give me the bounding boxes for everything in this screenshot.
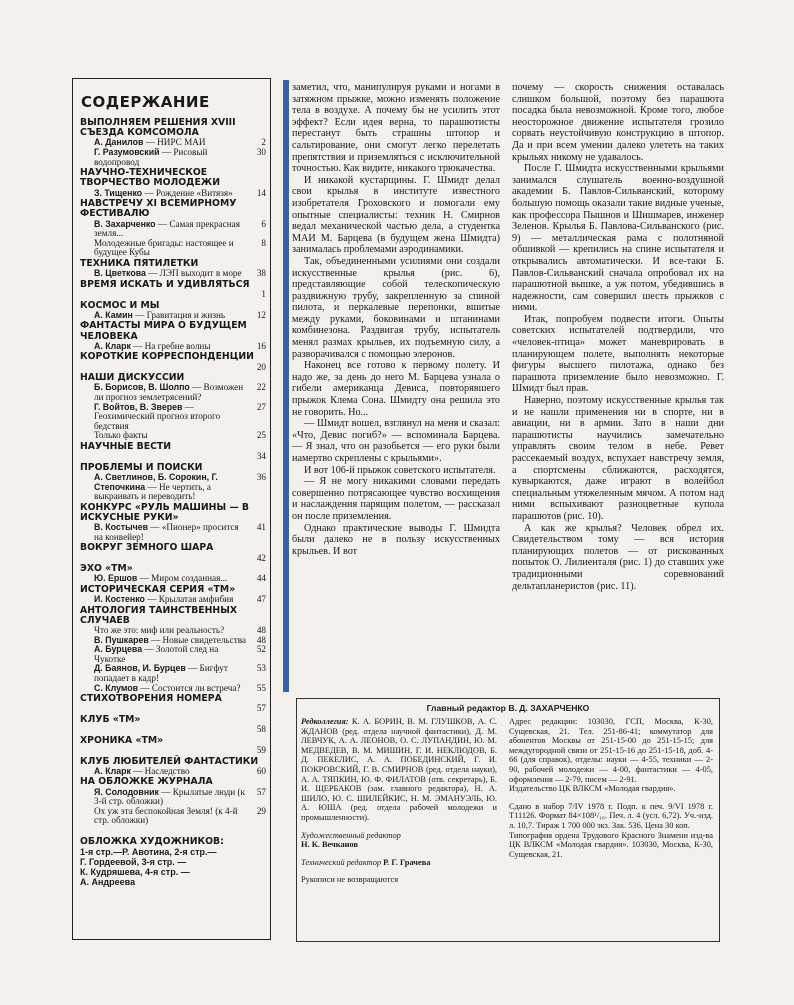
- toc-entry-text: [80, 767, 248, 777]
- toc-entry-page: 48: [256, 634, 266, 645]
- toc-entry: [80, 645, 266, 664]
- toc-entry: [80, 788, 266, 807]
- toc-entry-title: Ох уж эта беспокойная Земля! (к 4-й стр. обложки): [94, 805, 238, 826]
- toc-section-title: АНТОЛОГИЯ ТАИНСТВЕННЫХ СЛУЧАЕВ: [80, 604, 238, 626]
- masthead-right: [509, 717, 713, 859]
- article-paragraph: — Я не могу никакими словами передать совершенно потрясающее чувство восхищения и наслаждения парящим полетом, — рассказал он после приземления.: [292, 476, 500, 522]
- toc-entry-author: Г. Войтов, В. Зверев: [94, 401, 183, 412]
- toc-entry-text: [80, 807, 248, 826]
- table-of-contents: [72, 78, 271, 940]
- toc-entry-title: — Рисовый водопровод: [94, 147, 208, 167]
- toc-entry-title: — Новые свидетельства: [151, 634, 247, 645]
- toc-entry-title: — На гребне волны: [133, 340, 211, 351]
- toc-entry-author: З. Тищенко: [94, 187, 143, 198]
- toc-entry-page: 1: [261, 288, 266, 299]
- toc-section-title: ВОКРУГ ЗЕМНОГО ШАРА: [80, 542, 214, 554]
- toc-section-title: ИСТОРИЧЕСКАЯ СЕРИЯ «ТМ»: [80, 583, 236, 595]
- toc-entry-text: [80, 554, 248, 564]
- toc-entry-page: 59: [256, 745, 266, 756]
- toc-entry-page: 44: [256, 573, 266, 584]
- toc-entry-text: [80, 363, 248, 373]
- toc-section-title: КЛУБ «ТМ»: [80, 714, 141, 726]
- toc-entry-text: [80, 220, 248, 239]
- article-paragraph: Однако практические выводы Г. Шмидта были далеко не в пользу искусственных крыльев. И вот: [292, 522, 500, 557]
- toc-entry-text: [80, 574, 248, 584]
- toc-entry-page: 14: [256, 187, 266, 198]
- tech-editor-label: Технический редактор: [301, 857, 382, 867]
- toc-entry: [80, 148, 266, 167]
- toc-entry-page: 36: [256, 471, 266, 482]
- toc-entry: [80, 554, 266, 564]
- toc-entry-author: А. Кларк: [94, 340, 131, 351]
- article-paragraph: Наконец все готово к первому полету. И надо же, за день до него М. Барцева узнала о гибели американца Девиса, повторявшего прыжок Клема Сона. Шмидту она решила это не говорить. Но...: [292, 360, 500, 418]
- toc-entry-author: В. Захарченко: [94, 218, 156, 229]
- toc-entry: [80, 383, 266, 402]
- toc-entry-page: 53: [256, 663, 266, 674]
- toc-entry-author: Ю. Ершов: [94, 573, 138, 584]
- toc-entry-title: — Состоится ли встреча?: [140, 682, 241, 693]
- chief-editor: Главный редактор В. Д. ЗАХАРЧЕНКО: [426, 703, 590, 713]
- toc-entry-page: 60: [256, 765, 266, 776]
- toc-entry: [80, 807, 266, 826]
- toc-entry-page: 55: [256, 682, 266, 693]
- toc-section-title: КЛУБ ЛЮБИТЕЛЕЙ ФАНТАСТИКИ: [80, 755, 259, 767]
- article-paragraph: И никакой кустарщины. Г. Шмидт делал свои крылья в институте известного изобретателя Гроховского и помогали ему опытные специалисты: техник Н. Смирнов ведал механической частью дела, а студентка МАИ М. Барцева (в будущем жена Шмидта) занималась проблемами аэродинамики.: [292, 174, 500, 256]
- toc-entry: [80, 220, 266, 239]
- toc-section-title: КОРОТКИЕ КОРРЕСПОНДЕНЦИИ: [80, 351, 254, 363]
- toc-section-title: ВЫПОЛНЯЕМ РЕШЕНИЯ XVIII СЪЕЗДА КОМСОМОЛА: [80, 117, 236, 139]
- toc-entry-text: [80, 239, 248, 258]
- toc-entry-text: [80, 311, 248, 321]
- toc-entry-page: 30: [256, 147, 266, 157]
- toc-entry: [80, 767, 266, 777]
- toc-section-title: НАУЧНЫЕ ВЕСТИ: [80, 440, 172, 452]
- toc-section-title: НАУЧНО-ТЕХНИЧЕСКОЕ ТВОРЧЕСТВО МОЛОДЕЖИ: [80, 167, 220, 189]
- toc-entry-author: Б. Борисов, В. Шолпо: [94, 382, 190, 393]
- toc-entry-text: [80, 704, 248, 714]
- toc-entry-page: 48: [256, 625, 266, 636]
- toc-entry: [80, 290, 266, 300]
- cover-artist-line: А. Андреева: [80, 877, 136, 888]
- toc-entry-text: [80, 403, 248, 432]
- toc-entry-title: — Возможен ли прогноз землетрясений?: [94, 382, 244, 402]
- typography: Типография ордена Трудового Красного Знамени изд-ва ЦК ВЛКСМ «Молодая гвардия». 103030, Москва, К-30, Сущевская, 21.: [509, 830, 713, 859]
- article-paragraph: — Шмидт вошел, взглянул на меня и сказал: «Что, Девис погиб?» — вспоминала Барцева. — Я знал, что он разобьется — его руки были намертво скреплены с крыльями».: [292, 418, 500, 464]
- toc-entry-page: 16: [256, 340, 266, 351]
- toc-entry: [80, 473, 266, 502]
- toc-entry-text: [80, 473, 248, 502]
- blue-stripe: [283, 80, 289, 692]
- toc-section-title: НАВСТРЕЧУ XI ВСЕМИРНОМУ ФЕСТИВАЛЮ: [80, 198, 237, 220]
- toc-entry-page: 2: [261, 137, 266, 148]
- toc-entry-author: В. Костычев: [94, 522, 148, 533]
- toc-list: [80, 117, 266, 887]
- toc-entry-page: 12: [256, 309, 266, 320]
- toc-entry: [80, 431, 266, 441]
- cover-artist-line: К. Кудряшева, 4-я стр. —: [80, 867, 190, 878]
- toc-entry-page: 42: [256, 552, 266, 563]
- toc-entry-author: В. Цветкова: [94, 268, 146, 279]
- toc-entry-title: — Геохимический прогноз второго бедствия: [94, 401, 221, 431]
- toc-entry-page: 22: [256, 382, 266, 393]
- toc-entry-title: — Золотой след на Чукотке: [94, 644, 219, 664]
- toc-entry: [80, 684, 266, 694]
- toc-section-title: ТЕХНИКА ПЯТИЛЕТКИ: [80, 257, 199, 269]
- toc-entry-author: Я. Солодовник: [94, 786, 159, 797]
- toc-entry-title: — Гравитация и жизнь: [135, 309, 226, 320]
- toc-entry: [80, 746, 266, 756]
- toc-entry: [80, 363, 266, 373]
- toc-section-title: НА ОБЛОЖКЕ ЖУРНАЛА: [80, 776, 213, 788]
- masthead: [296, 698, 720, 942]
- cover-artists-title: ОБЛОЖКА ХУДОЖНИКОВ:: [80, 836, 224, 848]
- toc-entry-text: [80, 148, 248, 167]
- toc-entry: [80, 189, 266, 199]
- toc-entry-author: Г. Разумовский: [94, 147, 160, 157]
- toc-entry-title: — ЛЭП выходит в море: [148, 268, 242, 279]
- toc-entry-page: 47: [256, 594, 266, 605]
- toc-entry-text: [80, 645, 248, 664]
- toc-entry-title: Только факты: [94, 430, 148, 441]
- article-column-2: [292, 82, 500, 557]
- toc-entry-text: [80, 595, 248, 605]
- toc-entry-page: 41: [256, 522, 266, 533]
- toc-entry-author: А. Светлинов, Б. Сорокин, Г. Степочкина: [94, 471, 218, 492]
- toc-entry-title: — Самая прекрасная земля...: [94, 218, 240, 239]
- toc-entry-title: — Наследство: [133, 765, 190, 776]
- toc-entry-text: [80, 431, 248, 441]
- cover-artist-line: Г. Гордеевой, 3-я стр. —: [80, 857, 187, 868]
- toc-entry-text: [80, 523, 248, 542]
- article-paragraph: Наверно, поэтому искусственные крылья так и не нашли применения ни в спорте, ни в авиации, ни в армии. Зато в наши дни парашютисты научились замечательно управлять своим телом в небе. Ревет рассекаемый воздух, вспухает навстречу земля, а спортсмены сближаются, расходятся, кувыркаются, даже играют в волейбол специальным утяжеленным мячом. А потом над ними вспыхивают разноцветные купола парашютов (рис. 10).: [512, 395, 724, 522]
- toc-section-title: ПРОБЛЕМЫ И ПОИСКИ: [80, 461, 203, 473]
- toc-entry-page: 8: [261, 237, 266, 248]
- editorial-address: Адрес редакции: 103030, ГСП, Москва, К-30, Сущевская, 21. Тел. 251-86-41; коммутатор для абонентов Москвы от 251-15-00 до 251-15-15; для междугородной связи от 251-15-16 до 251-15-18, доб. 4-66 (для справок), отделы: науки — 4-55, техники — 2-90, рабочей молодежи — 4-00, фантастики — 4-05, оформления — 2-79, писем — 2-91.: [509, 717, 713, 784]
- toc-section-title: ФАНТАСТЫ МИРА О БУДУЩЕМ ЧЕЛОВЕКА: [80, 320, 247, 342]
- toc-section-title: СТИХОТВОРЕНИЯ НОМЕРА: [80, 693, 222, 705]
- article-paragraph: После Г. Шмидта искусственными крыльями занимался слушатель военно-воздушной академии Б. Павлов-Сильванский, которому большую помощь оказали такие видные ученые, как профессора Пышнов и Шишмарев, инженер Зеленов. Крылья Б. Павлова-Сильванского (рис. 9) — металлическая рама с полотняной обшивкой — крепились на спине испытателя и открывались автоматически. И все-таки Б. Павлов-Сильванский сначала опробовал их на парашютной вышке, а уж потом, убедившись в надежности, сам совершил шесть прыжков с ними.: [512, 163, 724, 314]
- toc-entry-page: 57: [256, 703, 266, 714]
- toc-entry-text: [80, 452, 248, 462]
- toc-entry-page: 34: [256, 451, 266, 462]
- toc-entry: [80, 269, 266, 279]
- toc-entry-text: [80, 684, 248, 694]
- toc-entry-title: — Крылатая амфибия: [147, 594, 234, 605]
- toc-entry: [80, 574, 266, 584]
- toc-entry-author: С. Клумов: [94, 682, 139, 693]
- toc-entry-text: [80, 189, 248, 199]
- article-paragraph: Итак, попробуем подвести итоги. Опыты советских испытателей подтвердили, что «человек-птица» может маневрировать в планирующем полете, выполнять некоторые фигуры высшего пилотажа, однако без парашюта приземление было невозможно. Г. Шмидт был прав.: [512, 313, 724, 395]
- toc-entry-page: 52: [256, 644, 266, 655]
- manuscripts-note: Рукописи не возвращаются: [301, 875, 399, 885]
- article-paragraph: И вот 106-й прыжок советского испытателя.: [304, 464, 496, 476]
- cover-artist-line: 1-я стр.—Р. Авотина, 2-я стр.—: [80, 847, 217, 858]
- toc-entry: [80, 595, 266, 605]
- toc-entry-text: [80, 269, 248, 279]
- print-info: Сдано в набор 7/IV 1978 г. Подп. к печ. 9/VI 1978 г. Т11126. Формат 84×108¹/₁₆. Печ. л. 4 (усл. 6,72). Уч.-изд. л. 10,7. Тираж 1 700 000 экз. Зак. 536. Цена 30 коп.: [509, 801, 713, 830]
- toc-entry-text: [80, 342, 248, 352]
- toc-entry: [80, 403, 266, 432]
- article-paragraph: Так, объединенными усилиями они создали искусственные крылья (рис. 6), представляющие собой телескопическую раздвижную трубу, закрепленную за спиной пилота, и перкалевые перепонки, вшитые между руками, боковинами и штанинами комбинезона. Раздвигая трубу, испытатель менял размах крыльев, их подъемную силу, а разворачивался с помощью элеронов.: [292, 255, 500, 360]
- art-editor-label: Художественный редактор: [301, 830, 401, 840]
- toc-entry-author: Д. Баянов, И. Бурцев: [94, 663, 186, 674]
- toc-entry-text: [80, 725, 248, 735]
- toc-entry-text: [80, 746, 248, 756]
- toc-entry-page: 57: [256, 786, 266, 797]
- toc-entry-page: 25: [256, 430, 266, 441]
- toc-entry-text: [80, 788, 248, 807]
- toc-entry-title: — Не чертить, а выкраивать и переводить!: [94, 481, 211, 502]
- toc-section-title: НАШИ ДИСКУССИИ: [80, 372, 185, 384]
- toc-entry-title: — Крылатые люди (к 3-й стр. обложки): [94, 786, 245, 807]
- toc-entry-author: И. Костенко: [94, 594, 145, 605]
- toc-entry-title: — Рождение «Витязя»: [144, 187, 233, 198]
- toc-entry-title: Что же это: миф или реальность?: [94, 625, 225, 636]
- toc-entry-page: 58: [256, 724, 266, 735]
- toc-entry: [80, 311, 266, 321]
- toc-section-title: КОСМОС И МЫ: [80, 299, 160, 311]
- article-column-3: [512, 82, 724, 592]
- toc-section-title: ХРОНИКА «ТМ»: [80, 734, 164, 746]
- toc-entry-page: 27: [256, 401, 266, 412]
- masthead-left: [301, 717, 497, 885]
- toc-entry-author: А. Данилов: [94, 137, 144, 148]
- toc-entry-title: — Миром созданная...: [139, 573, 228, 584]
- toc-entry-page: 38: [256, 268, 266, 279]
- toc-entry-title: — «Пионер» просится на конвейер!: [94, 522, 239, 542]
- toc-entry-text: [80, 664, 248, 683]
- toc-entry-author: В. Пушкарев: [94, 634, 149, 645]
- toc-section-title: КОНКУРС «РУЛЬ МАШИНЫ — В ИСКУСНЫЕ РУКИ»: [80, 501, 249, 523]
- toc-section-title: ЭХО «ТМ»: [80, 563, 133, 575]
- board-label: Редколлегия:: [301, 717, 349, 726]
- publisher: Издательство ЦК ВЛКСМ «Молодая гвардия».: [509, 784, 676, 794]
- toc-entry-title: — Бигфут попадает в кадр!: [94, 663, 228, 684]
- toc-entry: [80, 523, 266, 542]
- toc-entry-text: [80, 383, 248, 402]
- toc-entry-title: — НИРС МАИ: [145, 137, 206, 148]
- tech-editor-line: [301, 858, 497, 868]
- toc-entry-author: А. Бурцева: [94, 644, 143, 655]
- toc-entry-title: Молодежные бригады: настоящее и будущее Кубы: [94, 237, 234, 258]
- article-paragraph: заметил, что, манипулируя руками и ногами в затяжном прыжке, можно изменять положение тела в воздухе. А почему бы не усилить этот эффект? Если идея верна, то парашютисты перестанут быть страшны штопор и сальтирование, они смогут легко перелетать препятствия и приземляться с исключительной точностью. Как видите, никакого трюкачества.: [292, 82, 500, 175]
- toc-entry: [80, 452, 266, 462]
- toc-entry-page: 29: [256, 805, 266, 816]
- toc-title: СОДЕРЖАНИЕ: [81, 93, 210, 111]
- toc-entry: [80, 342, 266, 352]
- article-paragraph: А как же крылья? Человек обрел их. Свидетельством тому — вся история планирующих полетов — от рискованных попыток О. Лилиенталя (рис. 1) до ставших уже традиционными соревнований дельтапланеристов (рис. 11).: [512, 522, 724, 592]
- art-editor: Н. К. Вечканов: [301, 840, 358, 850]
- toc-entry-page: 6: [261, 218, 266, 229]
- toc-entry-author: А. Камин: [94, 309, 133, 320]
- editorial-board: [301, 717, 497, 823]
- toc-entry-author: А. Кларк: [94, 765, 131, 776]
- toc-entry-text: [80, 290, 248, 300]
- tech-editor: Р. Г. Грачева: [383, 857, 431, 867]
- toc-section-title: ВРЕМЯ ИСКАТЬ И УДИВЛЯТЬСЯ: [80, 278, 250, 290]
- article-paragraph: почему — скорость снижения оставалась слишком большой, поэтому без парашюта посадка была невозможной. Кроме того, любое неосторожное движение испытателя грозило сорвать неустойчивую конструкцию в штопор. Да и при всем умении далеко улететь на таких крыльях никому не удавалось.: [512, 82, 724, 163]
- toc-entry: [80, 664, 266, 683]
- toc-entry-page: 20: [256, 361, 266, 372]
- toc-entry: [80, 725, 266, 735]
- toc-entry: [80, 239, 266, 258]
- toc-entry: [80, 704, 266, 714]
- board-text: К. А. БОРИН, В. М. ГЛУШКОВ, А. С. ЖДАНОВ (ред. отдела научной фантастики), Д. М. ЛЕВЧУК, А. А. ЛЕОНОВ, О. С. ЛУПАНДИН, Ю. М. МЕДВЕДЕВ, В. М. МИШИН, Г. И. НЕКЛЮДОВ, Б. Д. ПЕКЕЛИС, А. А. ПОБЕДИНСКИЙ, Г. И. ПОКРОВСКИЙ, Г. В. СМИРНОВ (ред. отдела науки), А. А. ТЯПКИН, Ю. Ф. ФИЛАТОВ (отв. секретарь), Б. И. ЩЕРБАКОВ (зам. главного редактора), Н. А. ШИЛО, Ю. С. ШИЛЕЙКИС, Н. М. ЭМАНУЭЛЬ, Ю. А. ЮША (ред. отдела рабочей молодежи и промышленности).: [301, 717, 498, 822]
